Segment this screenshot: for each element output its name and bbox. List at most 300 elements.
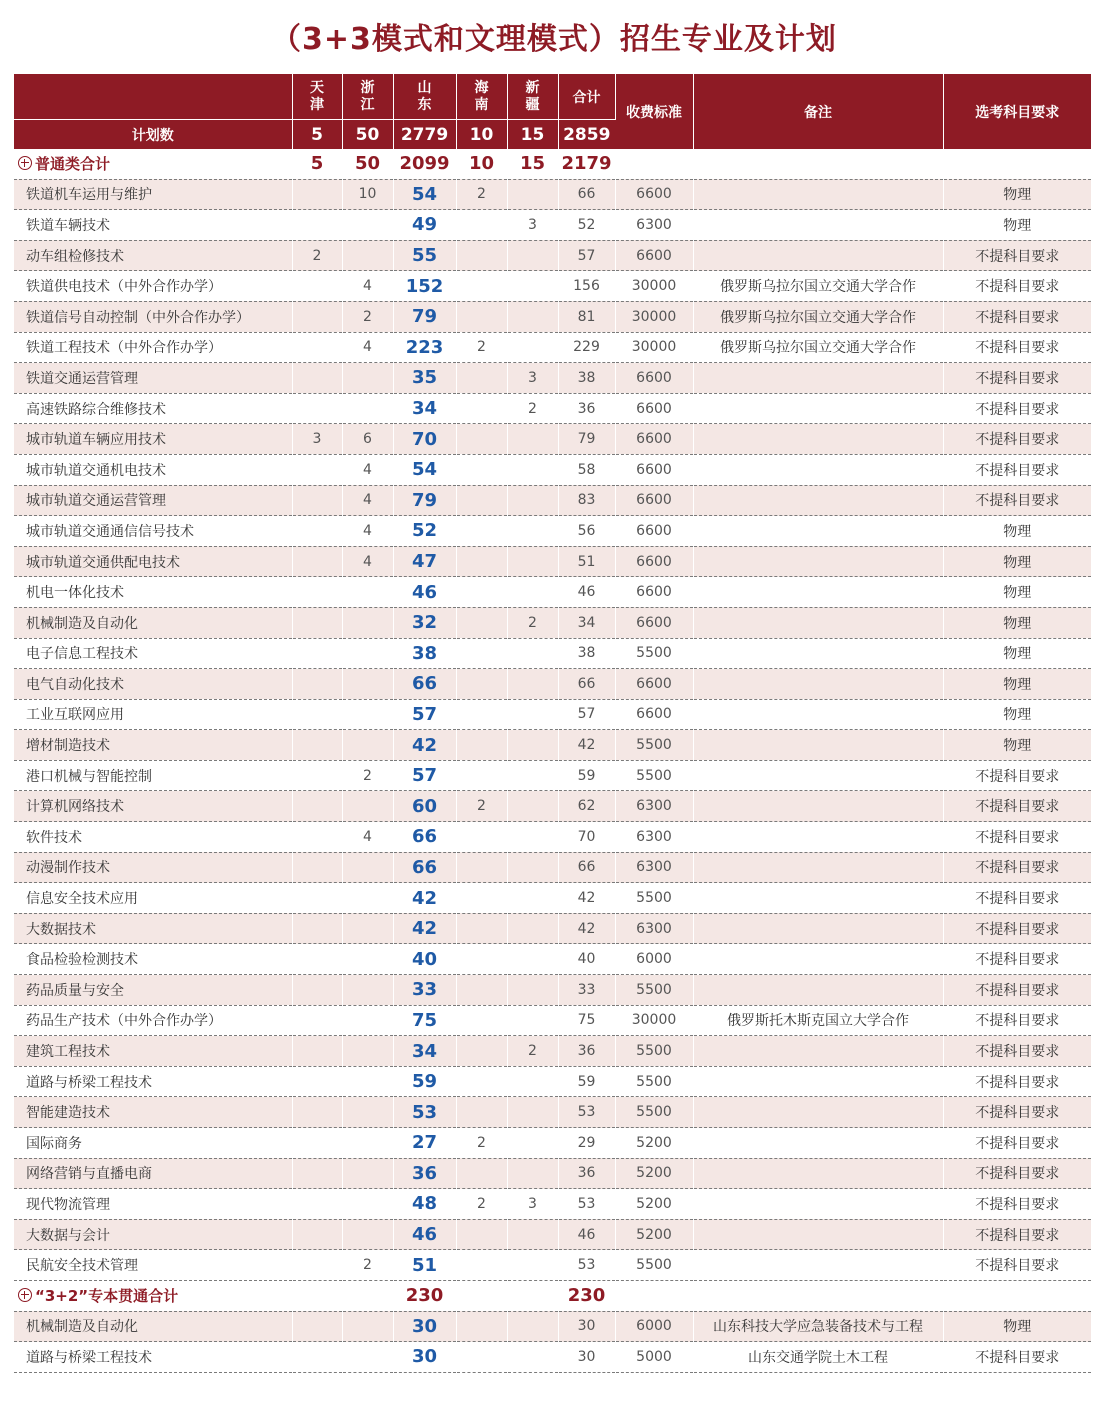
count-zhejiang [342, 1066, 393, 1097]
count-xinjiang [507, 1311, 558, 1342]
remark [693, 363, 943, 394]
subject-requirement: 物理 [943, 210, 1091, 241]
count-shandong: 33 [393, 975, 456, 1006]
fee-standard: 5500 [615, 638, 693, 669]
count-total: 229 [558, 332, 615, 363]
section-total-label [14, 149, 292, 179]
count-shandong: 60 [393, 791, 456, 822]
count-shandong: 46 [393, 577, 456, 608]
subject-requirement: 物理 [943, 179, 1091, 210]
subject-requirement: 物理 [943, 1311, 1091, 1342]
header-xinjiang: 新 疆 [507, 74, 558, 120]
count-total: 36 [558, 393, 615, 424]
remark: 山东科技大学应急装备技术与工程 [693, 1311, 943, 1342]
table-row [14, 1097, 1091, 1128]
table-row [14, 883, 1091, 914]
count-hainan [456, 271, 507, 302]
header-zhejiang: 浙 江 [342, 74, 393, 120]
remark [693, 1036, 943, 1067]
subject-requirement: 不提科目要求 [943, 454, 1091, 485]
count-shandong: 75 [393, 1005, 456, 1036]
count-xinjiang [507, 454, 558, 485]
count-shandong: 66 [393, 852, 456, 883]
subject-requirement: 不提科目要求 [943, 883, 1091, 914]
count-xinjiang [507, 669, 558, 700]
count-zhejiang [342, 913, 393, 944]
count-tianjin [292, 1128, 342, 1159]
count-xinjiang: 3 [507, 363, 558, 394]
fee-standard: 6600 [615, 577, 693, 608]
count-xinjiang: 3 [507, 1189, 558, 1220]
count-zhejiang [342, 699, 393, 730]
fee-standard: 5500 [615, 883, 693, 914]
count-tianjin [292, 271, 342, 302]
count-zhejiang [342, 1128, 393, 1159]
count-total: 57 [558, 240, 615, 271]
count-xinjiang [507, 1158, 558, 1189]
count-hainan [456, 1066, 507, 1097]
remark [693, 454, 943, 485]
table-row [14, 393, 1091, 424]
section-total-zhejiang: 50 [342, 149, 393, 179]
section-label: “3+2”专本贯通合计 [35, 1287, 179, 1306]
count-xinjiang [507, 1250, 558, 1281]
major-name: 民航安全技术管理 [14, 1250, 292, 1281]
count-total: 51 [558, 546, 615, 577]
major-name: 计算机网络技术 [14, 791, 292, 822]
count-hainan: 2 [456, 791, 507, 822]
count-total: 75 [558, 1005, 615, 1036]
count-hainan [456, 1219, 507, 1250]
fee-standard: 6600 [615, 485, 693, 516]
count-zhejiang [342, 944, 393, 975]
fee-standard: 5200 [615, 1158, 693, 1189]
table-row [14, 1311, 1091, 1342]
count-shandong: 152 [393, 271, 456, 302]
plan-count-label: 计划数 [14, 120, 292, 150]
subject-requirement: 不提科目要求 [943, 822, 1091, 853]
major-name: 动漫制作技术 [14, 852, 292, 883]
remark [693, 760, 943, 791]
plan-count-tianjin: 5 [292, 120, 342, 150]
fee-standard: 5500 [615, 975, 693, 1006]
table-row [14, 1342, 1091, 1373]
table-row [14, 730, 1091, 761]
count-shandong: 55 [393, 240, 456, 271]
count-hainan [456, 516, 507, 547]
count-shandong: 54 [393, 179, 456, 210]
fee-standard: 5500 [615, 730, 693, 761]
fee-standard: 5500 [615, 1250, 693, 1281]
fee-standard: 6600 [615, 363, 693, 394]
count-total: 53 [558, 1189, 615, 1220]
table-row [14, 1066, 1091, 1097]
count-shandong: 38 [393, 638, 456, 669]
count-zhejiang [342, 1005, 393, 1036]
fee-standard: 30000 [615, 1005, 693, 1036]
count-tianjin [292, 669, 342, 700]
fee-standard: 6600 [615, 393, 693, 424]
count-zhejiang: 2 [342, 301, 393, 332]
table-row [14, 1189, 1091, 1220]
remark [693, 210, 943, 241]
count-zhejiang [342, 791, 393, 822]
count-shandong: 59 [393, 1066, 456, 1097]
count-tianjin [292, 1005, 342, 1036]
major-name: 铁道工程技术（中外合作办学） [14, 332, 292, 363]
section-total-shandong: 2099 [393, 149, 456, 179]
fee-standard: 6300 [615, 822, 693, 853]
major-name: 城市轨道车辆应用技术 [14, 424, 292, 455]
remark [693, 1097, 943, 1128]
count-hainan [456, 1158, 507, 1189]
count-tianjin [292, 1066, 342, 1097]
count-hainan [456, 1342, 507, 1373]
subject-requirement: 物理 [943, 699, 1091, 730]
count-tianjin [292, 179, 342, 210]
fee-standard: 5500 [615, 760, 693, 791]
major-name: 信息安全技术应用 [14, 883, 292, 914]
remark: 俄罗斯乌拉尔国立交通大学合作 [693, 332, 943, 363]
major-name: 国际商务 [14, 1128, 292, 1159]
remark [693, 852, 943, 883]
remark [693, 179, 943, 210]
count-total: 81 [558, 301, 615, 332]
count-zhejiang: 4 [342, 485, 393, 516]
remark [693, 669, 943, 700]
count-zhejiang [342, 1189, 393, 1220]
count-zhejiang [342, 975, 393, 1006]
remark [693, 944, 943, 975]
table-header [14, 74, 1091, 149]
count-shandong: 42 [393, 730, 456, 761]
count-xinjiang [507, 791, 558, 822]
subject-requirement: 不提科目要求 [943, 1189, 1091, 1220]
page-title: （3+3模式和文理模式）招生专业及计划 [271, 22, 837, 57]
count-xinjiang [507, 301, 558, 332]
subject-requirement: 不提科目要求 [943, 424, 1091, 455]
table-row [14, 363, 1091, 394]
count-hainan [456, 913, 507, 944]
table-row [14, 1036, 1091, 1067]
fee-standard: 5500 [615, 1097, 693, 1128]
count-zhejiang [342, 393, 393, 424]
plan-count-shandong: 2779 [393, 120, 456, 150]
remark [693, 1158, 943, 1189]
fee-standard: 30000 [615, 301, 693, 332]
count-xinjiang [507, 944, 558, 975]
remark [693, 546, 943, 577]
count-tianjin [292, 485, 342, 516]
count-hainan: 2 [456, 1189, 507, 1220]
count-hainan [456, 301, 507, 332]
count-zhejiang [342, 240, 393, 271]
count-hainan [456, 730, 507, 761]
remark [693, 1189, 943, 1220]
count-xinjiang [507, 485, 558, 516]
major-name: 道路与桥梁工程技术 [14, 1342, 292, 1373]
count-zhejiang [342, 1158, 393, 1189]
subject-requirement: 不提科目要求 [943, 1342, 1091, 1373]
table-row [14, 271, 1091, 302]
count-tianjin [292, 332, 342, 363]
fee-standard: 6600 [615, 699, 693, 730]
count-tianjin [292, 577, 342, 608]
count-tianjin [292, 1158, 342, 1189]
table-row [14, 332, 1091, 363]
count-hainan [456, 363, 507, 394]
count-shandong: 48 [393, 1189, 456, 1220]
header-requirement: 选考科目要求 [943, 74, 1091, 149]
count-tianjin [292, 852, 342, 883]
count-zhejiang [342, 730, 393, 761]
major-name: 电气自动化技术 [14, 669, 292, 700]
count-shandong: 53 [393, 1097, 456, 1128]
count-tianjin [292, 1342, 342, 1373]
count-xinjiang [507, 913, 558, 944]
major-name: 城市轨道交通运营管理 [14, 485, 292, 516]
count-zhejiang: 4 [342, 332, 393, 363]
count-total: 53 [558, 1250, 615, 1281]
count-tianjin [292, 944, 342, 975]
count-xinjiang [507, 546, 558, 577]
remark [693, 577, 943, 608]
count-shandong: 46 [393, 1219, 456, 1250]
count-xinjiang: 3 [507, 210, 558, 241]
count-tianjin [292, 699, 342, 730]
count-xinjiang [507, 1219, 558, 1250]
table-row [14, 1128, 1091, 1159]
count-xinjiang [507, 822, 558, 853]
count-shandong: 40 [393, 944, 456, 975]
remark [693, 913, 943, 944]
count-hainan [456, 638, 507, 669]
count-zhejiang [342, 1036, 393, 1067]
count-xinjiang [507, 699, 558, 730]
header-shandong: 山 东 [393, 74, 456, 120]
count-hainan: 2 [456, 179, 507, 210]
fee-standard: 6600 [615, 454, 693, 485]
count-hainan [456, 1250, 507, 1281]
subject-requirement: 不提科目要求 [943, 791, 1091, 822]
subject-requirement: 不提科目要求 [943, 913, 1091, 944]
major-name: 大数据与会计 [14, 1219, 292, 1250]
enrollment-plan-table [14, 74, 1091, 1373]
section-total-blank [693, 1280, 943, 1311]
count-tianjin: 2 [292, 240, 342, 271]
table-row [14, 516, 1091, 547]
table-row [14, 638, 1091, 669]
subject-requirement: 物理 [943, 638, 1091, 669]
subject-requirement: 不提科目要求 [943, 975, 1091, 1006]
fee-standard: 6600 [615, 516, 693, 547]
count-total: 38 [558, 363, 615, 394]
header-total: 合计 [558, 74, 615, 120]
subject-requirement: 不提科目要求 [943, 944, 1091, 975]
section-label: 普通类合计 [35, 155, 111, 174]
count-zhejiang: 6 [342, 424, 393, 455]
section-total-blank [943, 149, 1091, 179]
fee-standard: 5000 [615, 1342, 693, 1373]
section-total-total: 230 [558, 1280, 615, 1311]
count-xinjiang [507, 852, 558, 883]
count-tianjin [292, 301, 342, 332]
subject-requirement: 不提科目要求 [943, 240, 1091, 271]
section-total-xinjiang [507, 1280, 558, 1311]
remark: 俄罗斯托木斯克国立大学合作 [693, 1005, 943, 1036]
count-shandong: 42 [393, 883, 456, 914]
major-name: 铁道信号自动控制（中外合作办学） [14, 301, 292, 332]
count-total: 66 [558, 669, 615, 700]
fee-standard: 6600 [615, 424, 693, 455]
subject-requirement: 不提科目要求 [943, 271, 1091, 302]
table-row [14, 454, 1091, 485]
section-total-row [14, 149, 1091, 179]
count-total: 29 [558, 1128, 615, 1159]
section-total-tianjin [292, 1280, 342, 1311]
count-hainan [456, 424, 507, 455]
count-total: 33 [558, 975, 615, 1006]
count-total: 40 [558, 944, 615, 975]
count-tianjin [292, 638, 342, 669]
major-name: 铁道机车运用与维护 [14, 179, 292, 210]
count-hainan [456, 607, 507, 638]
count-total: 53 [558, 1097, 615, 1128]
section-total-label [14, 1280, 292, 1311]
count-total: 57 [558, 699, 615, 730]
count-zhejiang [342, 1219, 393, 1250]
table-row [14, 669, 1091, 700]
table-row [14, 1250, 1091, 1281]
count-total: 156 [558, 271, 615, 302]
fee-standard: 6000 [615, 1311, 693, 1342]
count-tianjin [292, 607, 342, 638]
count-hainan [456, 669, 507, 700]
section-total-tianjin: 5 [292, 149, 342, 179]
subject-requirement: 不提科目要求 [943, 1219, 1091, 1250]
subject-requirement: 物理 [943, 516, 1091, 547]
count-total: 34 [558, 607, 615, 638]
count-xinjiang [507, 332, 558, 363]
section-total-blank [943, 1280, 1091, 1311]
major-name: 机电一体化技术 [14, 577, 292, 608]
plan-count-xinjiang: 15 [507, 120, 558, 150]
remark [693, 1219, 943, 1250]
section-total-zhejiang [342, 1280, 393, 1311]
section-total-shandong: 230 [393, 1280, 456, 1311]
count-tianjin [292, 1189, 342, 1220]
count-xinjiang [507, 975, 558, 1006]
table-row [14, 607, 1091, 638]
count-xinjiang [507, 1066, 558, 1097]
subject-requirement: 不提科目要求 [943, 1097, 1091, 1128]
count-zhejiang [342, 883, 393, 914]
count-zhejiang [342, 1311, 393, 1342]
major-name: 机械制造及自动化 [14, 607, 292, 638]
count-xinjiang [507, 179, 558, 210]
fee-standard: 6600 [615, 179, 693, 210]
count-xinjiang: 2 [507, 607, 558, 638]
count-tianjin [292, 1250, 342, 1281]
count-shandong: 32 [393, 607, 456, 638]
count-tianjin [292, 913, 342, 944]
count-xinjiang: 2 [507, 393, 558, 424]
table-row [14, 424, 1091, 455]
section-total-blank [615, 1280, 693, 1311]
section-total-row [14, 1280, 1091, 1311]
count-hainan [456, 852, 507, 883]
count-hainan [456, 240, 507, 271]
count-hainan [456, 546, 507, 577]
count-tianjin [292, 975, 342, 1006]
plan-count-hainan: 10 [456, 120, 507, 150]
count-hainan [456, 577, 507, 608]
section-total-hainan: 10 [456, 149, 507, 179]
count-total: 52 [558, 210, 615, 241]
major-name: 现代物流管理 [14, 1189, 292, 1220]
remark [693, 485, 943, 516]
major-name: 大数据技术 [14, 913, 292, 944]
major-name: 药品生产技术（中外合作办学） [14, 1005, 292, 1036]
count-tianjin [292, 1311, 342, 1342]
remark [693, 393, 943, 424]
count-tianjin [292, 730, 342, 761]
count-total: 79 [558, 424, 615, 455]
count-zhejiang [342, 638, 393, 669]
count-total: 38 [558, 638, 615, 669]
count-total: 70 [558, 822, 615, 853]
count-tianjin [292, 546, 342, 577]
count-total: 46 [558, 577, 615, 608]
major-name: 港口机械与智能控制 [14, 760, 292, 791]
count-zhejiang [342, 1342, 393, 1373]
fee-standard: 6300 [615, 210, 693, 241]
remark [693, 822, 943, 853]
count-shandong: 57 [393, 760, 456, 791]
table-row [14, 179, 1091, 210]
fee-standard: 6300 [615, 852, 693, 883]
fee-standard: 6000 [615, 944, 693, 975]
subject-requirement: 不提科目要求 [943, 363, 1091, 394]
table-row [14, 791, 1091, 822]
table-row [14, 485, 1091, 516]
fee-standard: 5200 [615, 1128, 693, 1159]
major-name: 网络营销与直播电商 [14, 1158, 292, 1189]
count-hainan [456, 1097, 507, 1128]
count-total: 42 [558, 883, 615, 914]
count-hainan [456, 454, 507, 485]
major-name: 铁道供电技术（中外合作办学） [14, 271, 292, 302]
table-row [14, 852, 1091, 883]
count-zhejiang: 4 [342, 822, 393, 853]
remark [693, 1066, 943, 1097]
count-tianjin [292, 822, 342, 853]
count-shandong: 47 [393, 546, 456, 577]
count-zhejiang [342, 210, 393, 241]
subject-requirement: 不提科目要求 [943, 1005, 1091, 1036]
count-zhejiang: 10 [342, 179, 393, 210]
fee-standard: 6600 [615, 669, 693, 700]
subject-requirement: 不提科目要求 [943, 1066, 1091, 1097]
plus-circle-icon [18, 1288, 32, 1302]
remark [693, 699, 943, 730]
count-tianjin [292, 883, 342, 914]
count-total: 66 [558, 179, 615, 210]
subject-requirement: 物理 [943, 607, 1091, 638]
section-total-total: 2179 [558, 149, 615, 179]
major-name: 铁道车辆技术 [14, 210, 292, 241]
count-total: 66 [558, 852, 615, 883]
